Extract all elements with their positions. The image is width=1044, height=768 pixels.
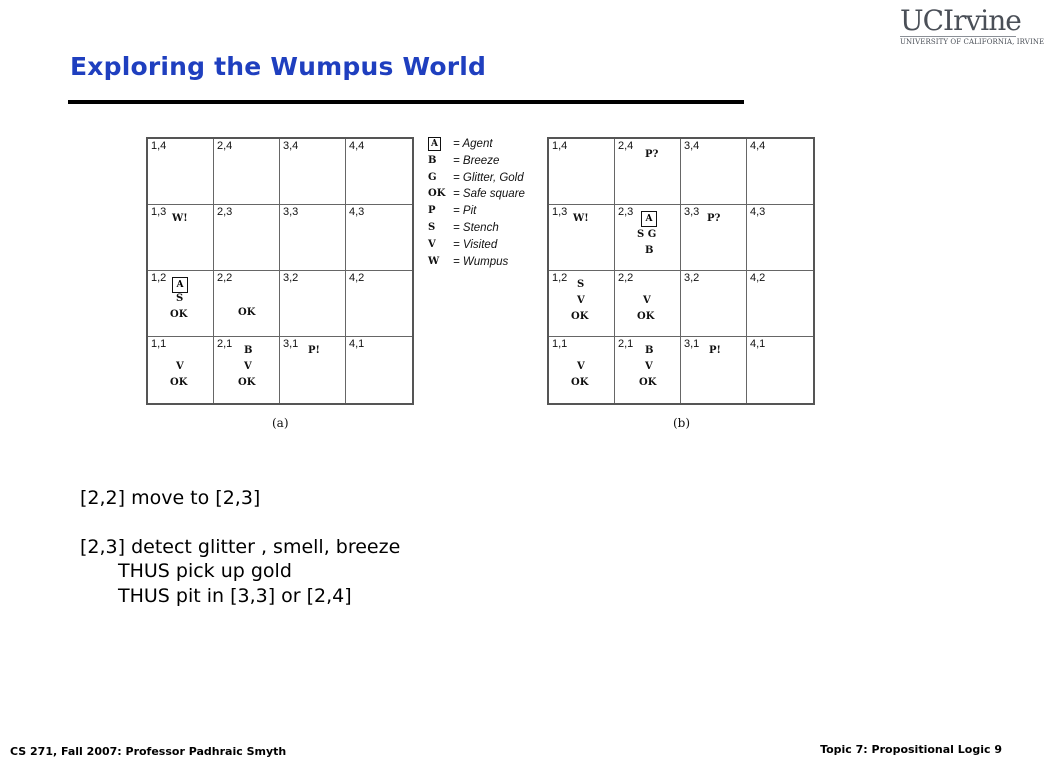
cell-percept: V [244, 361, 252, 372]
cell-coordinate: 2,4 [217, 140, 233, 152]
grid-cell-1-1 [549, 337, 615, 403]
legend-symbol: B [428, 154, 437, 166]
grid-cell-2-1 [214, 337, 280, 403]
body-line-move: [2,2] move to [2,3] [80, 487, 261, 509]
cell-coordinate: 1,1 [552, 338, 568, 350]
cell-coordinate: 1,1 [151, 338, 167, 350]
cell-percept: OK [639, 377, 657, 388]
cell-percept: OK [571, 377, 589, 388]
grid-cell-4-2 [747, 271, 813, 337]
cell-percept: OK [170, 377, 188, 388]
agent-marker: A [641, 211, 657, 227]
grid-cell-4-2 [346, 271, 412, 337]
legend-item [428, 188, 548, 205]
legend-item [428, 138, 548, 155]
cell-percept: S [176, 293, 184, 304]
cell-coordinate: 4,3 [349, 206, 365, 218]
caption-b: (b) [673, 416, 691, 430]
grid-cell-3-3 [681, 205, 747, 271]
cell-percept: P? [707, 213, 721, 224]
cell-coordinate: 4,2 [750, 272, 766, 284]
slide-title: Exploring the Wumpus World [70, 52, 487, 81]
grid-cell-3-2 [280, 271, 346, 337]
cell-coordinate: 3,2 [684, 272, 700, 284]
cell-percept: B [244, 345, 253, 356]
cell-percept: V [577, 295, 585, 306]
legend [428, 138, 548, 272]
cell-percept: V [645, 361, 653, 372]
wumpus-grid-b [547, 137, 815, 405]
legend-item [428, 222, 548, 239]
cell-percept: V [577, 361, 585, 372]
legend-item [428, 256, 548, 273]
legend-symbol: W [428, 255, 440, 267]
grid-cell-3-2 [681, 271, 747, 337]
grid-cell-2-4 [214, 139, 280, 205]
legend-description: = Glitter, Gold [453, 171, 524, 184]
grid-cell-1-1 [148, 337, 214, 403]
legend-symbol: V [428, 238, 436, 250]
body-line-gold: THUS pick up gold [118, 560, 292, 582]
cell-coordinate: 3,1 [684, 338, 700, 350]
grid-cell-2-1 [615, 337, 681, 403]
cell-coordinate: 1,2 [151, 272, 167, 284]
grid-cell-3-1 [280, 337, 346, 403]
cell-coordinate: 3,4 [684, 140, 700, 152]
cell-coordinate: 4,3 [750, 206, 766, 218]
legend-description: = Pit [453, 205, 477, 218]
legend-description: = Agent [453, 138, 493, 150]
grid-cell-4-1 [747, 337, 813, 403]
uc-irvine-logo [900, 4, 1044, 46]
cell-coordinate: 1,3 [151, 206, 167, 218]
legend-symbol: G [428, 171, 437, 183]
cell-percept: OK [170, 309, 188, 320]
grid-cell-3-3 [280, 205, 346, 271]
grid-cell-1-4 [148, 139, 214, 205]
cell-coordinate: 1,4 [552, 140, 568, 152]
cell-coordinate: 2,2 [618, 272, 634, 284]
legend-description: = Visited [453, 238, 498, 251]
footer-topic: Topic 7: Propositional Logic 9 [820, 743, 1002, 756]
cell-coordinate: 4,1 [349, 338, 365, 350]
legend-description: = Stench [453, 221, 499, 234]
cell-coordinate: 1,3 [552, 206, 568, 218]
legend-description: = Safe square [453, 188, 525, 201]
body-line-pit: THUS pit in [3,3] or [2,4] [118, 584, 352, 607]
cell-coordinate: 2,4 [618, 140, 634, 152]
cell-coordinate: 3,2 [283, 272, 299, 284]
grid-cell-1-3 [549, 205, 615, 271]
legend-item [428, 239, 548, 256]
wumpus-grid-a [146, 137, 414, 405]
cell-percept: OK [571, 311, 589, 322]
cell-percept: V [643, 295, 651, 306]
cell-coordinate: 2,1 [618, 338, 634, 350]
cell-coordinate: 4,4 [750, 140, 766, 152]
grid-cell-4-3 [346, 205, 412, 271]
grid-cell-3-1 [681, 337, 747, 403]
cell-coordinate: 4,1 [750, 338, 766, 350]
grid-cell-2-3 [214, 205, 280, 271]
legend-item [428, 205, 548, 222]
legend-item [428, 172, 548, 189]
cell-coordinate: 2,2 [217, 272, 233, 284]
cell-coordinate: 1,4 [151, 140, 167, 152]
slide-body [80, 486, 400, 608]
cell-coordinate: 3,3 [684, 206, 700, 218]
grid-cell-1-2 [549, 271, 615, 337]
cell-percept: P! [709, 345, 721, 356]
cell-percept: S G [637, 229, 657, 240]
grid-cell-2-3 [615, 205, 681, 271]
cell-percept: OK [637, 311, 655, 322]
legend-item [428, 155, 548, 172]
cell-percept: S [577, 279, 585, 290]
grid-cell-2-4 [615, 139, 681, 205]
footer-course: CS 271, Fall 2007: Professor Padhraic Smyth [10, 745, 287, 758]
cell-coordinate: 4,2 [349, 272, 365, 284]
caption-a: (a) [272, 416, 289, 430]
grid-cell-4-1 [346, 337, 412, 403]
grid-cell-4-4 [346, 139, 412, 205]
cell-percept: OK [238, 377, 256, 388]
cell-coordinate: 1,2 [552, 272, 568, 284]
cell-coordinate: 3,1 [283, 338, 299, 350]
legend-symbol: A [428, 137, 441, 151]
cell-percept: W! [172, 213, 188, 224]
legend-symbol: S [428, 221, 436, 233]
cell-percept: W! [573, 213, 589, 224]
cell-percept: B [645, 245, 654, 256]
cell-coordinate: 2,3 [217, 206, 233, 218]
cell-percept: P? [645, 149, 659, 160]
legend-symbol: P [428, 205, 436, 217]
body-line-detect: [2,3] detect glitter , smell, breeze [80, 535, 401, 558]
cell-coordinate: 2,3 [618, 206, 634, 218]
grid-cell-3-4 [280, 139, 346, 205]
cell-percept: B [645, 345, 654, 356]
legend-description: = Wumpus [453, 255, 509, 268]
cell-coordinate: 3,4 [283, 140, 299, 152]
legend-description: = Breeze [453, 154, 500, 167]
agent-marker: A [172, 277, 188, 293]
cell-coordinate: 2,1 [217, 338, 233, 350]
cell-coordinate: 3,3 [283, 206, 299, 218]
grid-cell-4-3 [747, 205, 813, 271]
cell-percept: P! [308, 345, 320, 356]
grid-cell-1-2 [148, 271, 214, 337]
grid-cell-4-4 [747, 139, 813, 205]
grid-cell-1-3 [148, 205, 214, 271]
cell-percept: V [176, 361, 184, 372]
title-underline [68, 100, 744, 104]
cell-coordinate: 4,4 [349, 140, 365, 152]
grid-cell-2-2 [615, 271, 681, 337]
logo-wordmark: UCIrvine [900, 4, 1021, 37]
grid-cell-3-4 [681, 139, 747, 205]
legend-symbol: OK [428, 188, 446, 200]
cell-percept: OK [238, 307, 256, 318]
grid-cell-2-2 [214, 271, 280, 337]
grid-cell-1-4 [549, 139, 615, 205]
logo-subtitle: UNIVERSITY OF CALIFORNIA, IRVINE [900, 38, 1044, 46]
